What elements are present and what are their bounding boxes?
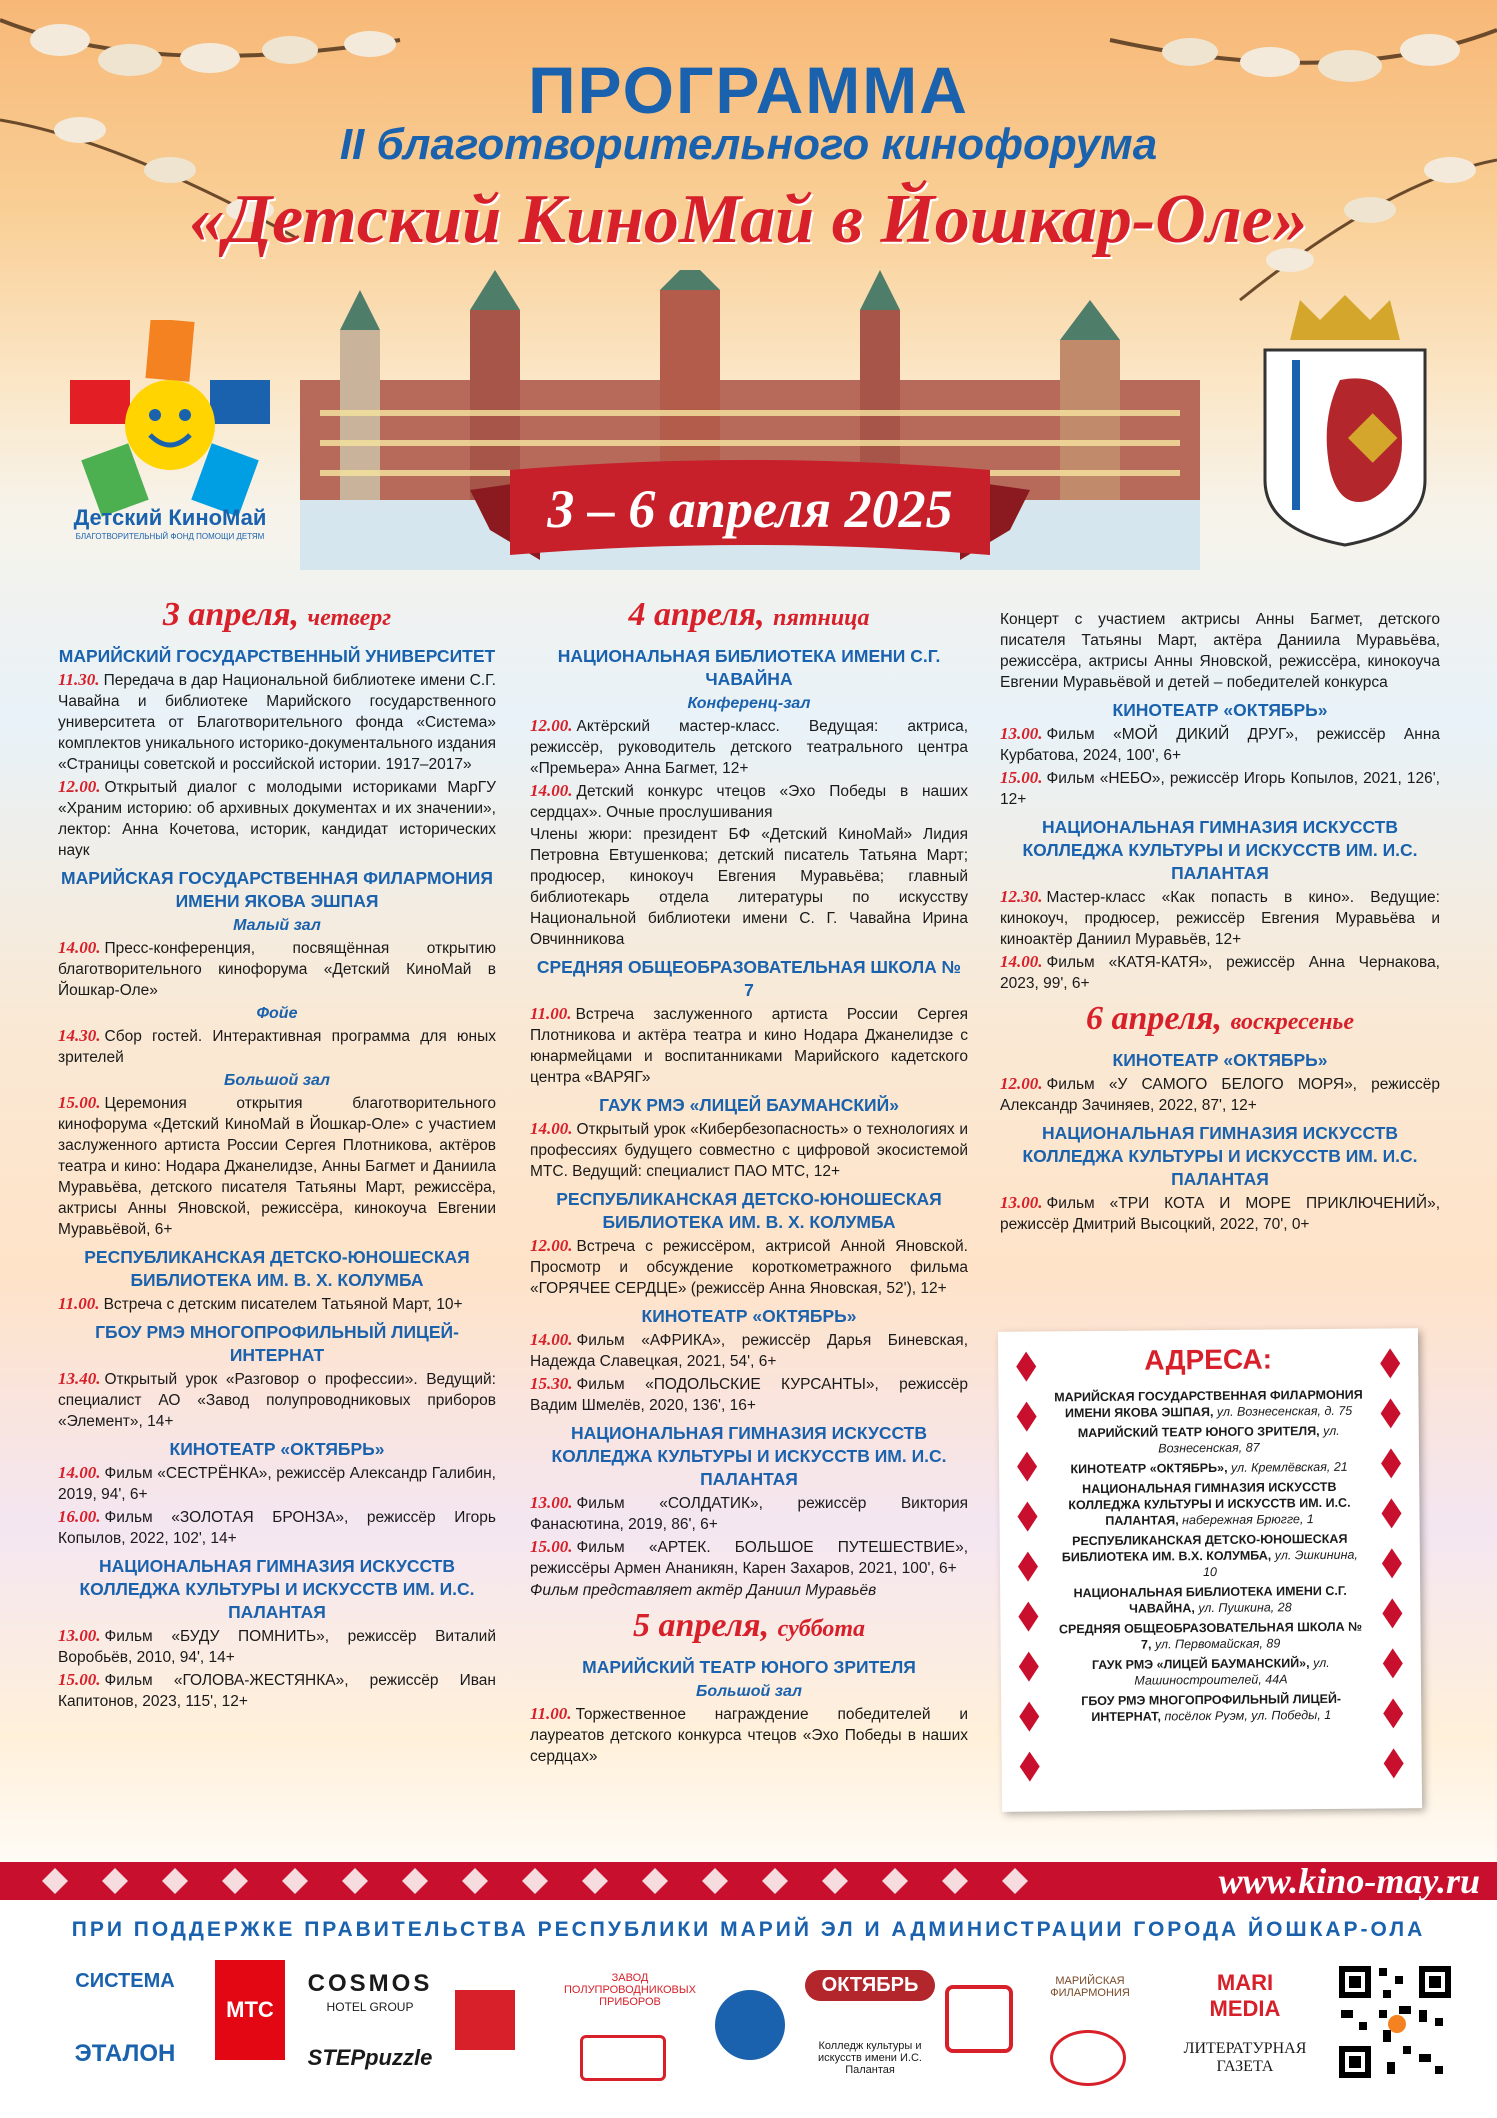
header [0, 0, 1497, 600]
sponsor-zavod: ЗАВОД ПОЛУПРОВОДНИКОВЫХ ПРИБОРОВ [564, 1972, 696, 2008]
venue-title: СРЕДНЯЯ ОБЩЕОБРАЗОВАТЕЛЬНАЯ ШКОЛА № 7 [536, 957, 962, 1000]
concert-note: Концерт с участием актрисы Анны Багмет, детского писателя Татьяны Март, актёра Даниила Муравьёва, режиссёра, актрисы Анны Яновской, режиссёра, кинокоуча Евгении Муравьёвой и детей – победителей конкурса [1000, 611, 1440, 691]
address-item: КИНОТЕАТР «ОКТЯБРЬ», ул. Кремлёвская, 21 [1070, 1459, 1348, 1477]
page-subtitle: II благотворительного кинофорума [339, 120, 1158, 169]
addresses-list [1053, 1387, 1366, 1730]
column-april-5-6 [1000, 608, 1440, 1236]
event-item: 15.00. Фильм «АРТЕК. БОЛЬШОЕ ПУТЕШЕСТВИЕ», режиссёры Армен Ананикян, Карен Захаров, 2021, 100', 6+ [530, 1537, 968, 1577]
column-april-4-5 [530, 590, 968, 1768]
event-item: 12.00. Актёрский мастер-класс. Ведущая: актриса, режиссёр, руководитель детского театрального центра «Премьера» Анна Багмет, 12+ [530, 716, 968, 777]
event-item: 14.00. Фильм «АФРИКА», режиссёр Дарья Биневская, Надежда Славецкая, 2021, 54', 6+ [530, 1330, 968, 1370]
address-item: МАРИЙСКАЯ ГОСУДАРСТВЕННАЯ ФИЛАРМОНИЯ ИМЕНИ ЯКОВА ЭШПАЯ, ул. Вознесенская, д. 75 [1054, 1387, 1363, 1421]
venue-title: НАЦИОНАЛЬНАЯ ГИМНАЗИЯ ИСКУССТВ КОЛЛЕДЖА КУЛЬТУРЫ И ИСКУССТВ ИМ. И.С. ПАЛАНТАЯ [1022, 1123, 1418, 1189]
venue-title: РЕСПУБЛИКАНСКАЯ ДЕТСКО-ЮНОШЕСКАЯ БИБЛИОТЕКА ИМ. В. Х. КОЛУМБА [556, 1189, 942, 1232]
qr-code-icon[interactable] [1335, 1962, 1455, 2082]
sponsor-filarmonia: МАРИЙСКАЯ ФИЛАРМОНИЯ [1050, 1975, 1130, 1999]
event-item: 13.00. Фильм «БУДУ ПОМНИТЬ», режиссёр Виталий Воробьёв, 2010, 94', 14+ [58, 1626, 496, 1666]
event-item: 15.00. Церемония открытия благотворительного кинофорума «Детский КиноМай в Йошкар-Оле» с участием заслуженного артиста России Сергея Плотникова, актёров театра и кино: Нодара Джанелидзе, Анны Багмет и Даниила Муравьёва, детского писателя Татьяны Март, режиссёра, актрисы Анны Яновской, режиссёра, кинокоуча Евгении Муравьёвой, 6+ [58, 1093, 496, 1238]
address-item: РЕСПУБЛИКАНСКАЯ ДЕТСКО-ЮНОШЕСКАЯ БИБЛИОТЕКА ИМ. В.Х. КОЛУМБА, ул. Эшкинина, 10 [1061, 1531, 1358, 1580]
event-item: 13.00. Фильм «ТРИ КОТА И МОРЕ ПРИКЛЮЧЕНИЙ», режиссёр Дмитрий Высоцкий, 2022, 70', 0+ [1000, 1193, 1440, 1233]
addresses-card [998, 1328, 1422, 1812]
event-item: 14.00. Пресс-конференция, посвящённая открытию благотворительного кинофорума «Детский КиноМай в Йошкар-Оле» [58, 938, 496, 999]
sponsor-steppuzzle: STEPpuzzle [307, 2045, 433, 2070]
event-item: 14.30. Сбор гостей. Интерактивная программа для юных зрителей [58, 1026, 496, 1066]
venue-title: МАРИЙСКИЙ ТЕАТР ЮНОГО ЗРИТЕЛЯ [582, 1657, 916, 1677]
address-item: СРЕДНЯЯ ОБЩЕОБРАЗОВАТЕЛЬНАЯ ШКОЛА № 7, ул. Первомайская, 89 [1058, 1619, 1363, 1652]
sponsor-lit-gazeta: ЛИТЕРАТУРНАЯ ГАЗЕТА [1183, 2040, 1307, 2075]
address-item: НАЦИОНАЛЬНАЯ БИБЛИОТЕКА ИМЕНИ С.Г. ЧАВАЙНА, ул. Пушкина, 28 [1073, 1583, 1347, 1616]
event-item: 11.30. Передача в дар Национальной библиотеке имени С.Г. Чавайна и библиотеке Марийского государственного университета от Благотворительного фонда «Система» комплектов уникального историко-документального издания «Страницы советской и российской истории. 1917–2017» [58, 670, 496, 773]
day-heading: 4 апреля, пятница [628, 596, 870, 633]
event-item: 11.00. Встреча с детским писателем Татьяной Март, 10+ [58, 1294, 463, 1313]
venue-title: КИНОТЕАТР «ОКТЯБРЬ» [1112, 700, 1328, 720]
event-item: 13.40. Открытый урок «Разговор о профессии». Ведущий: специалист АО «Завод полупроводниковых приборов «Элемент», 14+ [58, 1369, 496, 1430]
day-heading: 6 апреля, воскресенье [1085, 1000, 1355, 1037]
sponsor-kolledzh: Колледж культуры и искусств имени И.С. Палантая [818, 2040, 922, 2076]
event-item: 12.00. Встреча с режиссёром, актрисой Анной Яновской. Просмотр и обсуждение короткометражного фильма «ГОРЯЧЕЕ СЕРДЦЕ» (режиссёр Анна Яновская, 52'), 12+ [530, 1236, 968, 1297]
ornament-right-icon [1370, 1338, 1414, 1798]
logo-name: Детский КиноМай [73, 505, 267, 530]
venue-title: НАЦИОНАЛЬНАЯ ГИМНАЗИЯ ИСКУССТВ КОЛЛЕДЖА КУЛЬТУРЫ И ИСКУССТВ ИМ. И.С. ПАЛАНТАЯ [79, 1556, 475, 1622]
venue-title: НАЦИОНАЛЬНАЯ ГИМНАЗИЯ ИСКУССТВ КОЛЛЕДЖА КУЛЬТУРЫ И ИСКУССТВ ИМ. И.С. ПАЛАНТАЯ [551, 1423, 947, 1489]
event-item: 15.00. Фильм «ГОЛОВА-ЖЕСТЯНКА», режиссёр Иван Капитонов, 2023, 115', 12+ [58, 1670, 496, 1710]
address-item: ГАУК РМЭ «ЛИЦЕЙ БАУМАНСКИЙ», ул. Машиностроителей, 44А [1091, 1655, 1330, 1688]
event-item: 12.30. Мастер-класс «Как попасть в кино». Ведущие: кинокоуч, продюсер, режиссёр Евгения Муравьёва и киноактёр Даниил Муравьёв, 12+ [1000, 887, 1440, 948]
venue-title: КИНОТЕАТР «ОКТЯБРЬ» [1112, 1050, 1328, 1070]
event-item: 13.00. Фильм «СОЛДАТИК», режиссёр Виктория Фанасютина, 2019, 86', 6+ [530, 1493, 968, 1533]
mari-el-crest-icon [1260, 290, 1430, 550]
venue-title: НАЦИОНАЛЬНАЯ ГИМНАЗИЯ ИСКУССТВ КОЛЛЕДЖА КУЛЬТУРЫ И ИСКУССТВ ИМ. И.С. ПАЛАНТАЯ [1022, 817, 1418, 883]
event-item: 14.00. Фильм «КАТЯ-КАТЯ», режиссёр Анна Чернакова, 2023, 99', 6+ [1000, 952, 1440, 992]
film-note: Фильм представляет актёр Даниил Муравьёв [530, 1582, 877, 1599]
room-title: Большой зал [696, 1683, 802, 1700]
address-item: ГБОУ РМЭ МНОГОПРОФИЛЬНЫЙ ЛИЦЕЙ-ИНТЕРНАТ, посёлок Руэм, ул. Победы, 1 [1081, 1691, 1342, 1725]
logo-subtitle: БЛАГОТВОРИТЕЛЬНЫЙ ФОНД ПОМОЩИ ДЕТЯМ [75, 532, 265, 541]
event-item: 15.30. Фильм «ПОДОЛЬСКИЕ КУРСАНТЫ», режиссёр Вадим Шмелёв, 2020, 136', 16+ [530, 1374, 968, 1414]
sponsor-cosmos-sub: HOTEL GROUP [326, 2000, 414, 2014]
column-april-3 [58, 590, 496, 1713]
event-item: 11.00. Торжественное награждение победителей и лауреатов детского конкурса чтецов «Эхо Победы в наших сердцах» [530, 1704, 968, 1765]
venue-title: РЕСПУБЛИКАНСКАЯ ДЕТСКО-ЮНОШЕСКАЯ БИБЛИОТЕКА ИМ. В. Х. КОЛУМБА [84, 1247, 470, 1290]
venue-title: МАРИЙСКИЙ ГОСУДАРСТВЕННЫЙ УНИВЕРСИТЕТ [58, 646, 496, 666]
event-item: 11.00. Встреча заслуженного артиста России Сергея Плотникова и актёра театра и кино Нодара Джанелидзе с юнармейцами и воспитанниками Марийского кадетского центра «ВАРЯГ» [530, 1004, 968, 1086]
day-heading: 5 апреля, суббота [632, 1607, 866, 1644]
venue-title: МАРИЙСКАЯ ГОСУДАРСТВЕННАЯ ФИЛАРМОНИЯ ИМЕНИ ЯКОВА ЭШПАЯ [61, 868, 493, 911]
dates-label: 3 – 6 апреля 2025 [547, 479, 953, 539]
support-banner: ПРИ ПОДДЕРЖКЕ ПРАВИТЕЛЬСТВА РЕСПУБЛИКИ МАРИЙ ЭЛ И АДМИНИСТРАЦИИ ГОРОДА ЙОШКАР-ОЛА [71, 1918, 1426, 1941]
venue-title: КИНОТЕАТР «ОКТЯБРЬ» [169, 1439, 385, 1459]
event-item: 12.00. Открытый диалог с молодыми историками МарГУ «Храним историю: об архивных документах и их значении», лектор: Анна Кочетова, историк, кандидат исторических наук [58, 777, 496, 859]
event-item: 14.00. Фильм «СЕСТРЁНКА», режиссёр Александр Галибин, 2019, 94', 6+ [58, 1463, 496, 1503]
address-item: НАЦИОНАЛЬНАЯ ГИМНАЗИЯ ИСКУССТВ КОЛЛЕДЖА КУЛЬТУРЫ И ИСКУССТВ ИМ. И.С. ПАЛАНТАЯ, набережная Брюгге, 1 [1068, 1479, 1351, 1528]
page-title: ПРОГРАММА [528, 53, 969, 127]
venue-title: ГАУК РМЭ «ЛИЦЕЙ БАУМАНСКИЙ» [599, 1095, 899, 1115]
room-title: Большой зал [224, 1072, 330, 1089]
venue-title: КИНОТЕАТР «ОКТЯБРЬ» [641, 1306, 857, 1326]
venue-title: НАЦИОНАЛЬНАЯ БИБЛИОТЕКА ИМЕНИ С.Г. ЧАВАЙНА [557, 646, 941, 689]
website-link[interactable]: www.kino-may.ru [1218, 1861, 1480, 1901]
room-title: Малый зал [233, 917, 321, 934]
event-item: 16.00. Фильм «ЗОЛОТАЯ БРОНЗА», режиссёр Игорь Копылов, 2022, 102', 14+ [58, 1507, 496, 1547]
event-item: 12.00. Фильм «У САМОГО БЕЛОГО МОРЯ», режиссёр Александр Зачиняев, 2022, 87', 12+ [1000, 1074, 1440, 1114]
sponsor-emblem-icon [945, 1985, 1013, 2053]
sponsor-museum [455, 1990, 515, 2050]
addresses-title: АДРЕСА: [1144, 1343, 1273, 1376]
event-item: 13.00. Фильм «МОЙ ДИКИЙ ДРУГ», режиссёр Анна Курбатова, 2024, 100', 6+ [1000, 724, 1440, 764]
address-item: МАРИЙСКИЙ ТЕАТР ЮНОГО ЗРИТЕЛЯ, ул. Вознесенская, 87 [1077, 1423, 1340, 1456]
sponsor-mari-media: MARI MEDIA [1209, 1970, 1281, 2021]
room-title: Фойе [256, 1005, 298, 1022]
sponsor-oktyabr: ОКТЯБРЬ [805, 1970, 935, 2001]
sponsor-sistema: СИСТЕМА [75, 1970, 175, 1992]
ornament-band-icon [40, 1866, 1060, 1896]
day-heading: 3 апреля, четверг [162, 596, 392, 633]
room-title: Конференц-зал [687, 695, 811, 712]
festival-name: «Детский КиноМай в Йошкар-Оле» [189, 181, 1308, 258]
ornament-left-icon [1006, 1341, 1050, 1801]
sponsor-library-rdub-icon [1050, 2030, 1126, 2086]
event-item: 15.00. Фильм «НЕБО», режиссёр Игорь Копылов, 2021, 126', 12+ [1000, 768, 1440, 808]
venue-title: ГБОУ РМЭ МНОГОПРОФИЛЬНЫЙ ЛИЦЕЙ-ИНТЕРНАТ [95, 1322, 459, 1365]
event-item: 14.00. Открытый урок «Кибербезопасность» о технологиях и профессиях будущего совместно с цифровой экосистемой МТС. Ведущий: специалист ПАО МТС, 12+ [530, 1119, 968, 1180]
sponsor-etalon: ЭТАЛОН [74, 2040, 176, 2067]
sponsor-mts: МТС [215, 1960, 285, 2060]
sponsor-cosmos: COSMOS [307, 1970, 433, 1997]
sponsor-culture-center-icon [715, 1990, 785, 2060]
event-item: 14.00. Детский конкурс чтецов «Эхо Победы в наших сердцах». Очные прослушивания [530, 781, 968, 821]
jury-note: Члены жюри: президент БФ «Детский КиноМай» Лидия Петровна Евтушенкова; детский писатель Татьяна Март; продюсер, кинокоуч Евгения Муравьёва; главный библиотекарь отдела литературы по искусству Национальной библиотеки имени С. Г. Чавайна Ирина Овчинникова [530, 826, 968, 948]
sponsor-library-icon [580, 2035, 666, 2081]
